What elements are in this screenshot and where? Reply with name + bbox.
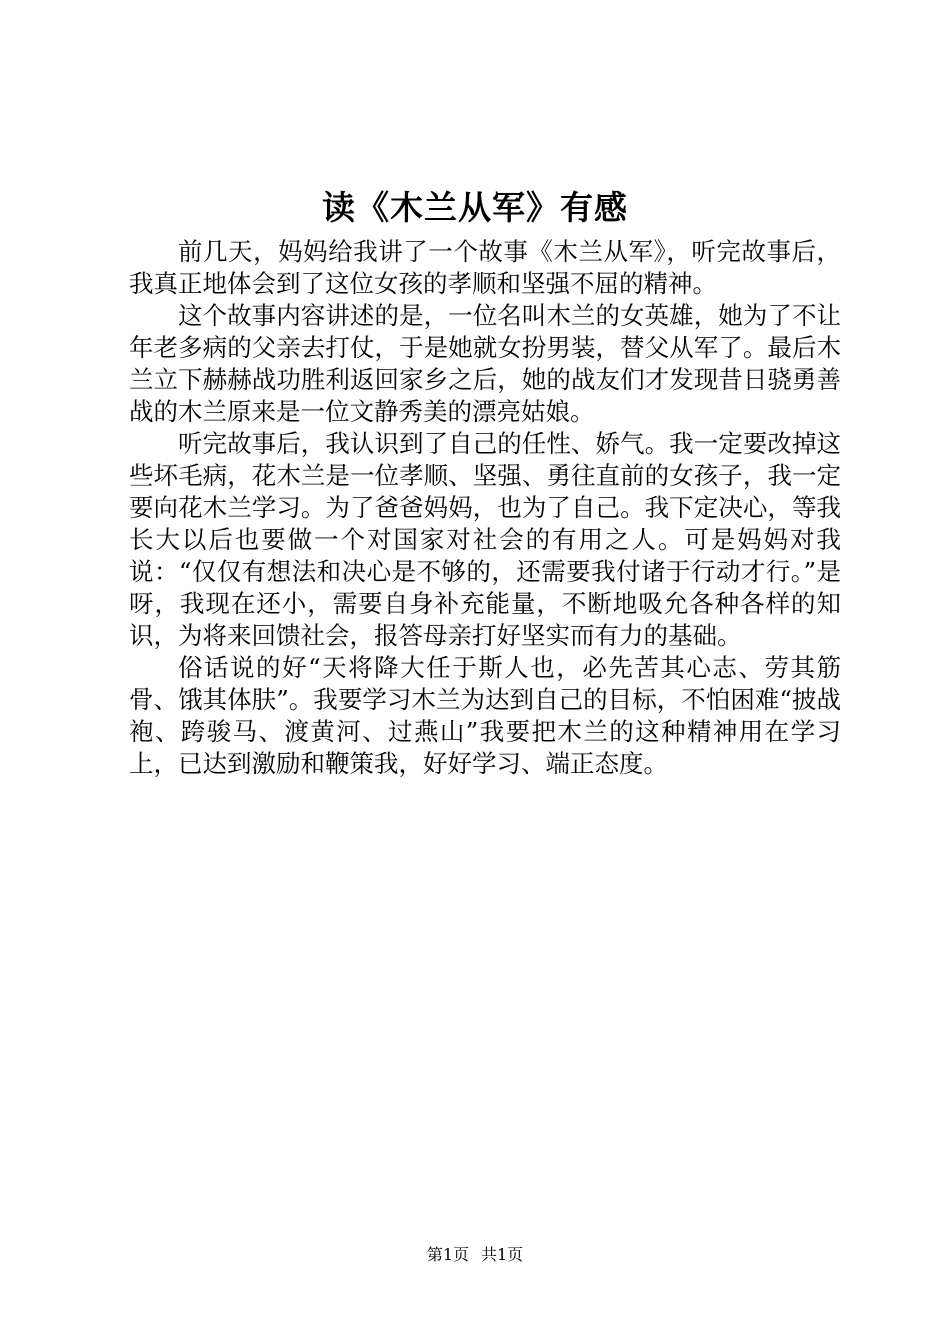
- page-footer: [0, 1243, 950, 1267]
- paragraph: 这个故事内容讲述的是，一位名叫木兰的女英雄，她为了不让年老多病的父亲去打仗，于是她就女扮男装，替父从军了。最后木兰立下赫赫战功胜利返回家乡之后，她的战友们才发现昔日骁勇善战的木兰原来是一位文静秀美的漂亮姑娘。: [129, 301, 841, 426]
- page-number: 第1页: [426, 1245, 469, 1264]
- page-total: 共1页: [481, 1245, 524, 1264]
- paragraph: 前几天，妈妈给我讲了一个故事《木兰从军》，听完故事后，我真正地体会到了这位女孩的孝顺和坚强不屈的精神。: [129, 237, 841, 298]
- paragraph: 听完故事后，我认识到了自己的任性、娇气。我一定要改掉这些坏毛病，花木兰是一位孝顺、坚强、勇往直前的女孩子，我一定要向花木兰学习。为了爸爸妈妈，也为了自己。我下定决心，等我长大以后也要做一个对国家对社会的有用之人。可是妈妈对我说：“仅仅有想法和决心是不够的，还需要我付诸于行动才行。”是呀，我现在还小，需要自身补充能量，不断地吸允各种各样的知识，为将来回馈社会，报答母亲打好坚实而有力的基础。: [129, 429, 841, 650]
- document-body: [129, 236, 841, 780]
- document-title: 读《木兰从军》有感: [322, 188, 628, 227]
- paragraph: 俗话说的好“天将降大任于斯人也，必先苦其心志、劳其筋骨、饿其体肤”。我要学习木兰为达到自己的目标，不怕困难“披战袍、跨骏马、渡黄河、过燕山”我要把木兰的这种精神用在学习上，已达到激励和鞭策我，好好学习、端正态度。: [129, 653, 841, 778]
